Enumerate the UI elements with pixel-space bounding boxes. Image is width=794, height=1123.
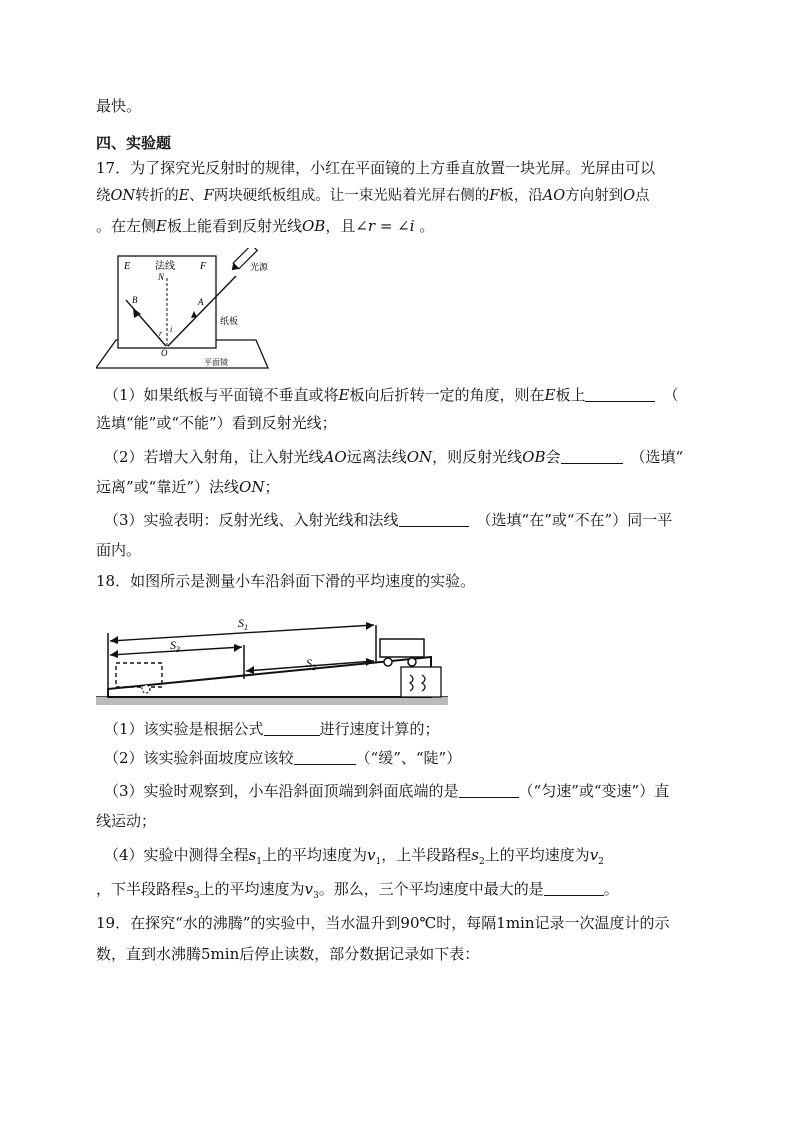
label-r: r [159, 329, 163, 338]
answer-blank[interactable] [459, 783, 519, 798]
label-s1: $S_1$ [238, 616, 248, 632]
label-paper: 纸板 [220, 316, 239, 326]
label-n: N [158, 272, 165, 282]
question-17-part-3-cont: 面内。 [96, 541, 142, 559]
answer-blank[interactable] [294, 750, 356, 765]
question-19-line-2: 数，直到水沸腾5min后停止读数，部分数据记录如下表： [96, 945, 480, 963]
question-18-part-3-cont: 线运动； [96, 812, 157, 830]
answer-blank[interactable] [399, 512, 469, 527]
question-18-line-1: 18．如图所示是测量小车沿斜面下滑的平均速度的实验。 [96, 572, 476, 590]
label-source: 光源 [250, 262, 269, 272]
question-18-part-4-cont: ，下半段路程$s_3$上的平均速度为$v_3$。那么，三个平均速度中最大的是 。 [96, 880, 619, 901]
label-s3: $S_3$ [170, 638, 180, 654]
question-17-line-2: 绕ON转折的E、F两块硬纸板组成。让一束光贴着光屏右侧的F板，沿AO方向射到O点 [96, 188, 650, 204]
label-b: B [132, 295, 138, 305]
question-17-line-3: 。在左侧E板上能看到反射光线OB，且∠r = ∠i 。 [96, 217, 435, 235]
label-s2: $S_2$ [306, 656, 316, 672]
support-block [401, 667, 441, 697]
question-17-part-3: （3）实验表明：反射光线、入射光线和法线 （选填“在”或“不在”）同一平 [104, 511, 673, 529]
label-o: O [161, 348, 168, 358]
question-17-line-1: 17．为了探究光反射时的规律，小红在平面镜的上方垂直放置一块光屏。光屏由可以 [96, 159, 656, 177]
text-line: 最快。 [96, 97, 142, 115]
answer-blank[interactable] [585, 387, 655, 402]
question-17-part-1: （1）如果纸板与平面镜不垂直或将E板向后折转一定的角度，则在E板上 （ [104, 386, 679, 404]
reflection-figure [96, 248, 276, 373]
question-18-part-2: （2）该实验斜面坡度应该较 （“缓”、“陡”） [104, 749, 462, 767]
incline-figure [96, 605, 448, 710]
question-17-part-1-cont: 选填“能”或“不能”）看到反射光线； [96, 414, 337, 432]
label-normal: 法线 [155, 261, 175, 272]
label-a: A [198, 297, 204, 307]
ground [96, 697, 448, 705]
answer-blank[interactable] [544, 881, 604, 896]
label-mirror: 平面镜 [204, 358, 228, 367]
label-f: F [200, 261, 207, 272]
question-18-part-4: （4）实验中测得全程$s_1$上的平均速度为$v_1$，上半段路程$s_2$上的平均速度为$v_2$ [104, 846, 604, 867]
question-18-part-1: （1）该实验是根据公式 进行速度计算的； [104, 720, 440, 738]
label-e: E [124, 261, 131, 272]
question-19-line-1: 19．在探究“水的沸腾”的实验中，当水温升到90℃时，每隔1min记录一次温度计的示 [96, 914, 670, 932]
question-17-part-2: （2）若增大入射角，让入射光线AO远离法线ON，则反射光线OB会 （选填“ [104, 448, 684, 466]
question-18-part-3: （3）实验时观察到，小车沿斜面顶端到斜面底端的是 （“匀速”或“变速”）直 [104, 782, 670, 800]
question-17-part-2-cont: 远离”或“靠近”）法线ON； [96, 478, 280, 496]
incline-ramp [108, 657, 431, 697]
label-i: i [170, 325, 173, 334]
answer-blank[interactable] [264, 721, 320, 736]
answer-blank[interactable] [561, 449, 623, 464]
section-title: 四、实验题 [96, 134, 172, 152]
